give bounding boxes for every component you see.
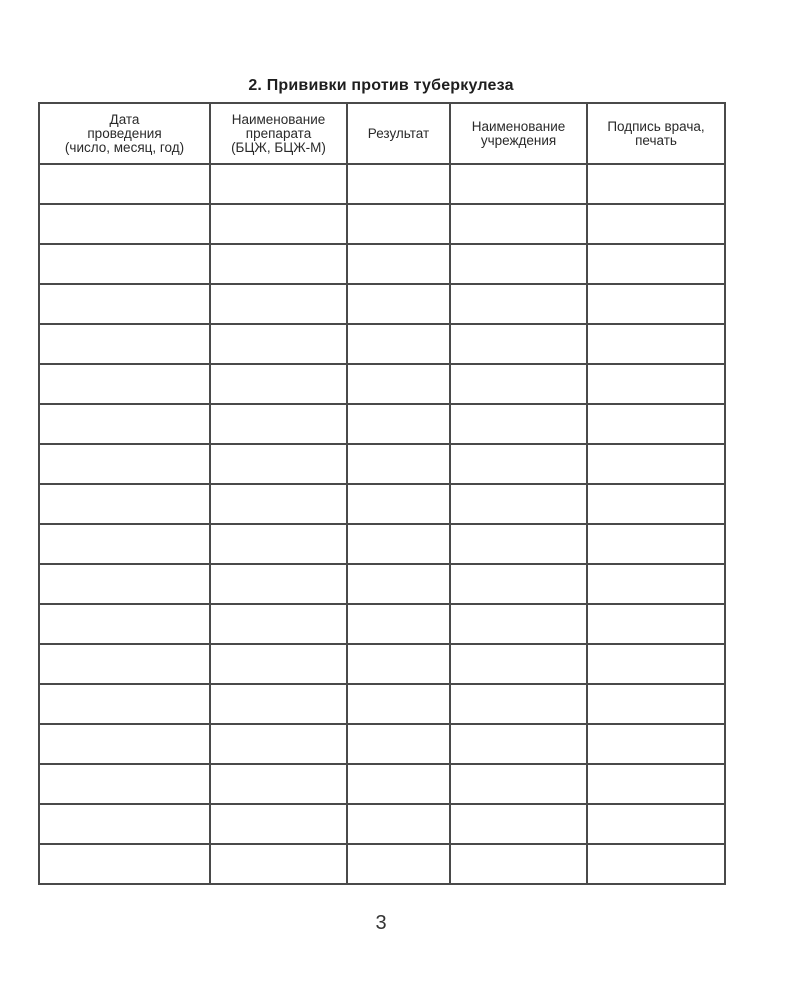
date-cell	[39, 484, 210, 524]
header-date-line: проведения	[87, 125, 162, 141]
vaccine-name-cell	[210, 564, 347, 604]
header-signature-line: Подпись врача,	[607, 118, 705, 134]
result-cell	[347, 604, 450, 644]
result-cell	[347, 364, 450, 404]
signature-cell	[587, 484, 725, 524]
institution-cell	[450, 524, 587, 564]
vaccine-name-cell	[210, 244, 347, 284]
institution-cell	[450, 204, 587, 244]
header-result	[347, 103, 450, 164]
institution-cell	[450, 564, 587, 604]
date-cell	[39, 684, 210, 724]
vaccine-name-cell	[210, 364, 347, 404]
table-row	[39, 564, 725, 604]
header-vaccine-line: Наименование	[231, 111, 326, 127]
signature-cell	[587, 244, 725, 284]
institution-cell	[450, 364, 587, 404]
header-date-line: Дата	[109, 111, 140, 127]
date-cell	[39, 604, 210, 644]
signature-cell	[587, 164, 725, 204]
table-row	[39, 764, 725, 804]
table-row	[39, 364, 725, 404]
institution-cell	[450, 404, 587, 444]
result-cell	[347, 404, 450, 444]
date-cell	[39, 204, 210, 244]
signature-cell	[587, 844, 725, 884]
institution-cell	[450, 164, 587, 204]
table-row	[39, 444, 725, 484]
vaccine-name-cell	[210, 844, 347, 884]
date-cell	[39, 844, 210, 884]
result-cell	[347, 244, 450, 284]
table-row	[39, 684, 725, 724]
signature-cell	[587, 284, 725, 324]
result-cell	[347, 204, 450, 244]
date-cell	[39, 444, 210, 484]
date-cell	[39, 524, 210, 564]
date-cell	[39, 164, 210, 204]
table-row	[39, 284, 725, 324]
institution-cell	[450, 764, 587, 804]
table-row	[39, 804, 725, 844]
table-row	[39, 524, 725, 564]
institution-cell	[450, 444, 587, 484]
table-row	[39, 844, 725, 884]
vaccine-name-cell	[210, 684, 347, 724]
date-cell	[39, 644, 210, 684]
vaccine-name-cell	[210, 324, 347, 364]
header-signature-line: печать	[635, 132, 677, 148]
table-row	[39, 724, 725, 764]
institution-cell	[450, 244, 587, 284]
vaccine-name-cell	[210, 764, 347, 804]
vaccine-name-cell	[210, 484, 347, 524]
page-number: 3	[375, 912, 387, 934]
vaccine-name-cell	[210, 284, 347, 324]
header-date-line: (число, месяц, год)	[64, 139, 185, 155]
institution-cell	[450, 604, 587, 644]
result-cell	[347, 804, 450, 844]
header-institution-line: учреждения	[480, 132, 557, 148]
header-vaccine-name	[210, 103, 347, 164]
signature-cell	[587, 404, 725, 444]
header-result-line: Результат	[367, 125, 430, 141]
section-title: 2. Прививки против туберкулеза	[248, 77, 514, 94]
table-row	[39, 164, 725, 204]
result-cell	[347, 564, 450, 604]
institution-cell	[450, 324, 587, 364]
institution-cell	[450, 844, 587, 884]
table-row	[39, 484, 725, 524]
date-cell	[39, 404, 210, 444]
institution-cell	[450, 804, 587, 844]
result-cell	[347, 524, 450, 564]
result-cell	[347, 844, 450, 884]
vaccine-name-cell	[210, 644, 347, 684]
table-body	[39, 164, 725, 884]
vaccine-name-cell	[210, 724, 347, 764]
signature-cell	[587, 324, 725, 364]
vaccine-name-cell	[210, 804, 347, 844]
table-header-row	[39, 103, 725, 164]
signature-cell	[587, 644, 725, 684]
table-row	[39, 204, 725, 244]
signature-cell	[587, 364, 725, 404]
table-row	[39, 604, 725, 644]
header-institution-line: Наименование	[471, 118, 566, 134]
signature-cell	[587, 444, 725, 484]
date-cell	[39, 244, 210, 284]
vaccine-name-cell	[210, 604, 347, 644]
result-cell	[347, 324, 450, 364]
result-cell	[347, 284, 450, 324]
vaccine-name-cell	[210, 444, 347, 484]
table-row	[39, 644, 725, 684]
signature-cell	[587, 204, 725, 244]
institution-cell	[450, 284, 587, 324]
date-cell	[39, 764, 210, 804]
header-vaccine-line: препарата	[245, 125, 312, 141]
result-cell	[347, 644, 450, 684]
table-row	[39, 324, 725, 364]
table-row	[39, 244, 725, 284]
signature-cell	[587, 804, 725, 844]
date-cell	[39, 724, 210, 764]
signature-cell	[587, 564, 725, 604]
result-cell	[347, 484, 450, 524]
header-vaccine-line: (БЦЖ, БЦЖ-М)	[231, 139, 326, 155]
date-cell	[39, 324, 210, 364]
header-doctor-signature	[587, 103, 725, 164]
vaccine-name-cell	[210, 164, 347, 204]
date-cell	[39, 564, 210, 604]
table-row	[39, 404, 725, 444]
signature-cell	[587, 604, 725, 644]
institution-cell	[450, 724, 587, 764]
vaccine-name-cell	[210, 204, 347, 244]
vaccine-name-cell	[210, 524, 347, 564]
signature-cell	[587, 524, 725, 564]
result-cell	[347, 444, 450, 484]
header-date	[39, 103, 210, 164]
result-cell	[347, 764, 450, 804]
header-institution	[450, 103, 587, 164]
vaccine-name-cell	[210, 404, 347, 444]
date-cell	[39, 364, 210, 404]
date-cell	[39, 284, 210, 324]
signature-cell	[587, 724, 725, 764]
institution-cell	[450, 644, 587, 684]
signature-cell	[587, 684, 725, 724]
tuberculosis-vaccination-table	[38, 102, 726, 885]
result-cell	[347, 724, 450, 764]
institution-cell	[450, 684, 587, 724]
result-cell	[347, 164, 450, 204]
date-cell	[39, 804, 210, 844]
result-cell	[347, 684, 450, 724]
institution-cell	[450, 484, 587, 524]
signature-cell	[587, 764, 725, 804]
